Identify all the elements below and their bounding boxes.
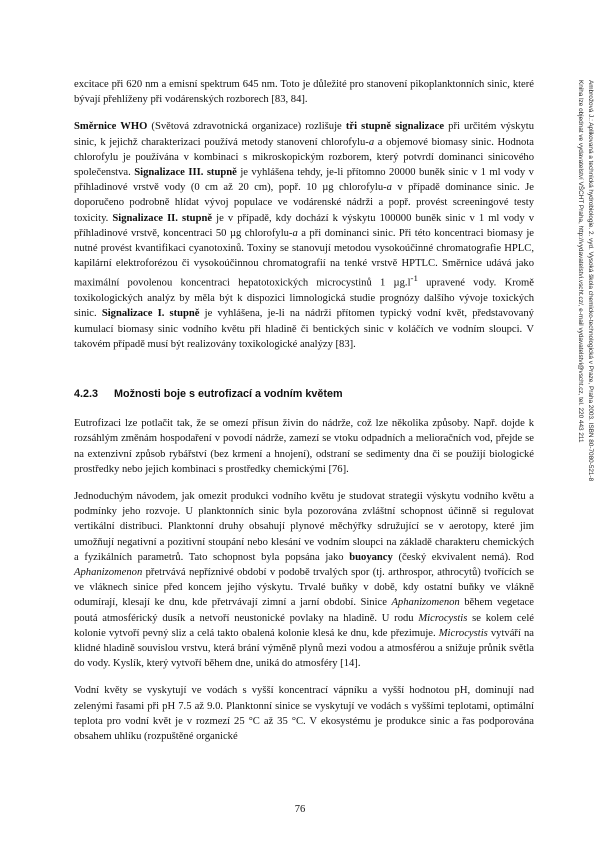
paragraph-excitation: [74, 77, 534, 107]
term-level-two: Signalizace II. stupně: [112, 212, 213, 224]
text-run: Jednoduchým návodem, jak omezit produkci vodního květu je studovat strategii výskytu vodního květu a podmínky jeho rozvoje. U planktonních sinic byla pozorována zvláštní schopnost účinně si regulovat vertikální distribuci. Planktonní druhy obsahují plynové měchýřky sdružující se v aerotopy, které jim umožňují negativní a pozitivní stoupání nebo klesání ve vodním sloupci na základě charakteru chemických a fyzikálních parametrů. Tato schopnost byla popsána jako: [74, 491, 534, 563]
text-run: během vegetace poutá atmosférický dusík a netvoří neustonické povlaky na hladině. U rodu: [74, 597, 534, 624]
text-run: v případě dominance sinic. Je doporučeno podrobně hlídat vývoj populace ve vodárenské nádrži a popř. provést screeningové testy toxicity.: [74, 182, 535, 224]
text-run: vytváří na klidné hladině souvislou vrstvu, která brání výměně plynů mezi vodou a atmosférou a snižuje průnik světla do vody. Kyslík, který vytvoří během dne, uniká do atmosféry [14].: [74, 627, 535, 670]
term-three-levels: tři stupně signalizace: [345, 121, 445, 133]
term-who-directive: Směrnice WHO: [74, 121, 148, 133]
text-run: je vyhlášena tehdy, je-li přítomno 20000 buněk sinic v 1 ml vody v příhladinové vrstvě vody (0 cm až 20 cm), popř. 10 µg chlorofylu-: [74, 167, 534, 194]
italic-a: a: [386, 182, 392, 194]
page-number: 76: [294, 804, 306, 815]
paragraph-text: Eutrofizaci lze potlačit tak, že se omezí přísun živin do nádrže, což lze několika způsoby. Např. dojde k rozsáhlým změnám hospodaření v povodí nádrže, zamezí se vtoku odpadních a melioračních vod, přejde se na extenzivní způsob rybářství (bez krmení a hnojení), odstraní se sedimenty dna či se použijí biologické prostředky nebo jejich kombinaci s prostředky chemickými [76].: [74, 418, 534, 475]
text-run: je vyhlášena, je-li na nádrži přítomen typický vodní květ, představovaný kumulací biomasy sinic vodního květu při hladině či bentických sinic v koláčích ve vodním sloupci. V takovém případě musí být realizovány toxikologické analýzy [83].: [74, 308, 534, 350]
italic-a: a: [292, 227, 298, 239]
section-heading: [74, 387, 534, 402]
text-run: a objemové biomasy sinic. Hodnota chlorofylu je používána v kombinaci s mikroskopickým rozborem, který potvrdí dominanci sinicového společenstva.: [74, 136, 535, 179]
italic-genus: Microcystis: [438, 627, 488, 639]
paragraph-who-signalization: [74, 119, 534, 352]
text-run: (Světová zdravotnická organizace) rozlišuje: [147, 121, 346, 133]
section-number: 4.2.3: [74, 387, 99, 400]
term-level-one: Signalizace I. stupně: [101, 308, 200, 320]
paragraph-water-bloom: [74, 683, 534, 744]
main-content: [74, 77, 534, 756]
text-run: přetrvává nepříznivé období v podobě trvalých spor (tj. arthrospor, athrocytů) tvořících se ve vláknech sinice před koncem jejího výskytu. Trvalé buňky v době, kdy ostatní buňky ve vlákně odumírají, klesají ke dnu, kde přetrvávají zimní a jarní období. Sinice: [74, 567, 534, 609]
paragraph-buoyancy: [74, 489, 534, 671]
paragraph-text: excitace při 620 nm a emisní spektrum 645 nm. Toto je důležité pro stanovení pikoplanktonních sinic, které bývají přehlíženy při vodárenských rozborech [83, 84].: [74, 79, 534, 106]
text-run: a při dominanci sinic. Při této koncentraci biomasy je nutné provést kvantifikaci cyanotoxinů. Toxiny se stanovují metodou vysokoúčinné chromatografie HPLC, kapilární elektroforézou či vysokoúčinnou chromatografií na tenké vrstvě HPTLC. Směrnice udává jako maximální povolenou koncentraci hepatotoxických microcystinů 1 µg.l: [74, 227, 534, 289]
text-run: (český ekvivalent nemá). Rod: [392, 551, 534, 563]
italic-genus: Aphanizomenon: [391, 597, 460, 609]
text-run: při určitém výskytu sinic, k jejichž charakterizaci používá metody stanovení chlorofylu-: [74, 121, 535, 148]
italic-genus: Microcystis: [418, 612, 468, 624]
section-title: Možnosti boje s eutrofizací a vodním květem: [114, 387, 343, 400]
italic-a: a: [368, 136, 375, 148]
term-buoyancy: buoyancy: [349, 551, 393, 563]
superscript: -1: [410, 273, 418, 284]
citation-line: Ambrožová J.: Aplikovaná a technická hydrobiologie. 2. vyd. Vysoká škola chemicko-technologická v Praze, Praha 2003. ISBN 80-7080-521-8: [587, 80, 594, 482]
ordering-line: Kniha lze objednat ve vydavatelství VŠCHT Praha, http://vydavatelstvi.vscht.cz/, e-mail vydavatelstvi@vscht.cz, tel. 220 443 211: [577, 80, 584, 443]
paragraph-text: Vodní květy se vyskytují ve vodách s vyšší koncentrací vápníku a vyšší hodnotou pH, dominují nad zelenými řasami při pH 7.5 až 9.0. Planktonní sinice se vyskytují ve vodách s vyššími teplotami, optimální teplota pro vodní květ je v rozmezí 25 °C až 35 °C. V ekosystému je produkce sinic a řas podporována obsahem uhlíku (rozpuštěné organické: [74, 685, 534, 743]
term-level-three: Signalizace III. stupně: [134, 167, 237, 179]
side-citation-note: [565, 80, 595, 600]
text-run: se kolem celé kolonie vytvoří pevný sliz a celá takto obalená kolonie klesá ke dnu, kde přezimuje.: [74, 612, 534, 639]
italic-genus: Aphanizomenon: [74, 567, 143, 579]
paragraph-eutrophication: [74, 416, 534, 477]
text-run: upravené vody. Kromě toxikologických analýz by měla být k dispozici limnologická studie prognózy dalšího vývoje toxických sinic.: [74, 277, 534, 320]
text-run: je v případě, kdy dochází k výskytu 100000 buněk sinic v 1 ml vody v příhladinové vrstvě, koncentraci 50 µg chlorofylu-: [74, 212, 534, 239]
